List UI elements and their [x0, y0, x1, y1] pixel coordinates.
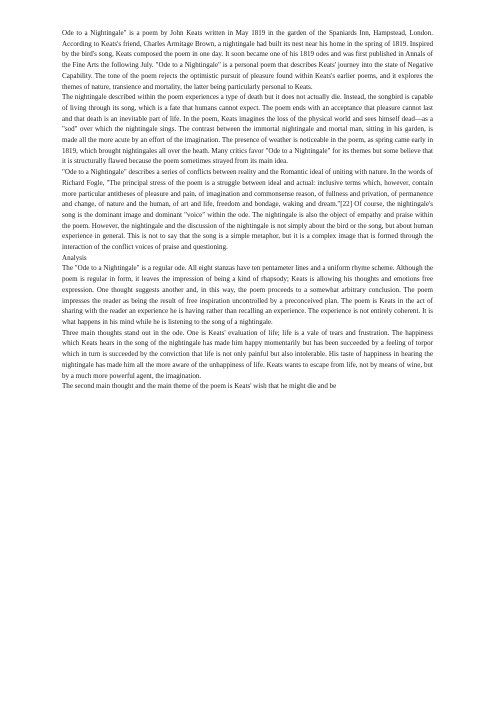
paragraph-second-thought: The second main thought and the main theme of the poem is Keats' wish that he might die and be	[62, 382, 337, 391]
paragraph-conflicts: "Ode to a Nightingale" describes a series of conflicts between reality and the Romantic ideal of uniting with nature. In the words of Richard Fogle, "The principal stress of the poem is a struggle between ideal and actual: inclusive terms which, however, contain more particular antitheses of pleasure and pain, of imagination and commonsense reason, of fullness and privation, of permanence and change, of nature and the human, of art and life, freedom and bondage, waking and dream."[22] Of course, the nightingale's song is the dominant image and dominant "voice" within the ode. The nightingale is also the object of empathy and praise within the poem. However, the nightingale and the discussion of the nightingale is not simply about the bird or the song, but about human experience in general. This is not to say that the song is a simple metaphor, but it is a complex image that is formed through the interaction of the conflict voices of praise and questioning.	[62, 168, 433, 252]
document-page	[62, 28, 433, 392]
paragraph-regular-ode: The "Ode to a Nightingale" is a regular ode. All eight stanzas have ten pentameter lines and a uniform rhyme scheme. Although the poem is regular in form, it leaves the impression of being a kind of rhapsody; Keats is allowing his thoughts and emotions free expression. One thought suggests another and, in this way, the poem proceeds to a somewhat arbitrary conclusion. The poem impresses the reader as being the result of free inspiration uncontrolled by a preconceived plan. The poem is Keats in the act of sharing with the reader an experience he is having rather than recalling an experience. The experience is not entirely coherent. It is what happens in his mind while he is listening to the song of a nightingale.	[62, 264, 433, 326]
paragraph-death-theme: The nightingale described within the poem experiences a type of death but it does not actually die. Instead, the songbird is capable of living through its song, which is a fate that humans cannot expect. The poem ends with an acceptance that pleasure cannot last and that death is an inevitable part of life. In the poem, Keats imagines the loss of the physical world and sees himself dead—as a "sod" over which the nightingale sings. The contrast between the immortal nightingale and mortal man, sitting in his garden, is made all the more acute by an effort of the imagination. The presence of weather is noticeable in the poem, as spring came early in 1819, which brought nightingales all over the heath. Many critics favor "Ode to a Nightingale" for its themes but some believe that it is structurally flawed because the poem sometimes strayed from its main idea.	[62, 93, 433, 166]
paragraph-main-thoughts: Three main thoughts stand out in the ode. One is Keats' evaluation of life; life is a vale of tears and frustration. The happiness which Keats hears in the song of the nightingale has made him happy momentarily but has been succeeded by a feeling of torpor which in turn is succeeded by the conviction that life is not only painful but also intolerable. His taste of happiness in hearing the nightingale has made him all the more aware of the unhappiness of life. Keats wants to escape from life, not by means of wine, but by a much more powerful agent, the imagination.	[62, 328, 433, 380]
section-heading-analysis: Analysis	[62, 253, 87, 262]
paragraph-intro: Ode to a Nightingale" is a poem by John Keats written in May 1819 in the garden of the Spaniards Inn, Hampstead, London. According to Keats's friend, Charles Armitage Brown, a nightingale had built its nest near his home in the spring of 1819. Inspired by the bird's song, Keats composed the poem in one day. It soon became one of his 1819 odes and was first published in Annals of the Fine Arts the following July. "Ode to a Nightingale" is a personal poem that describes Keats' journey into the state of Negative Capability. The tone of the poem rejects the optimistic pursuit of pleasure found within Keats's earlier poems, and it explores the themes of nature, transience and mortality, the latter being particularly personal to Keats.	[62, 29, 433, 91]
